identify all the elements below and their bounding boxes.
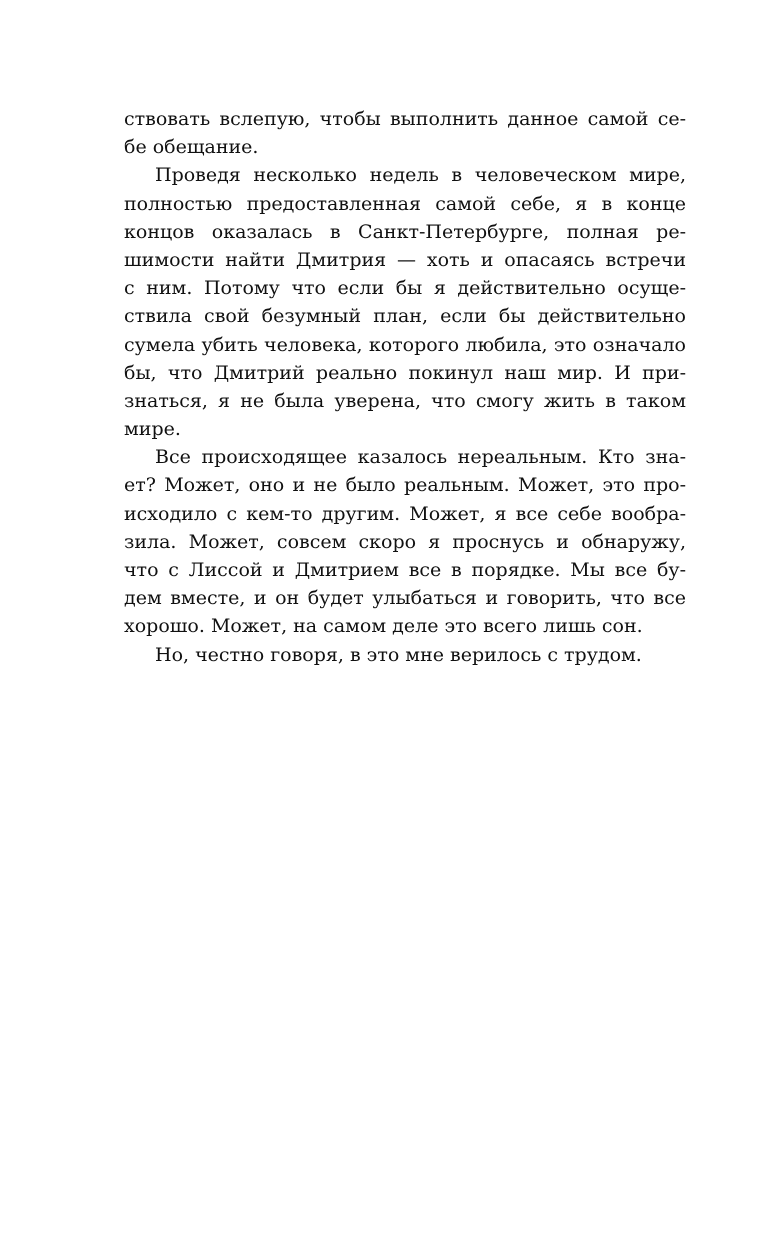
- text-line: полностью предоставленная самой себе, я в конце: [124, 192, 686, 215]
- text-line: ствила свой безумный план, если бы действительно: [124, 305, 686, 328]
- text-line: бы, что Дмитрий реально покинул наш мир. И при-: [124, 361, 686, 384]
- text-line: шимости найти Дмитрия — хоть и опасаясь встречи: [124, 248, 686, 271]
- text-line: сумела убить человека, которого любила, это означало: [124, 333, 686, 356]
- paragraph-3: [124, 443, 686, 640]
- text-line: что с Лиссой и Дмитрием все в порядке. Мы все бу-: [124, 559, 686, 581]
- text-line: бе обещание.: [124, 136, 259, 159]
- text-line: Проведя несколько недель в человеческом мире,: [155, 164, 686, 187]
- paragraph-4: [124, 641, 686, 669]
- body-text: [124, 105, 686, 669]
- text-line: ет? Может, оно и не было реальным. Может, это про-: [124, 474, 686, 497]
- text-line: исходило с кем-то другим. Может, я все себе вообра-: [124, 502, 686, 525]
- text-line: концов оказалась в Санкт-Петербурге, полная ре-: [124, 220, 686, 243]
- paragraph-1: [124, 105, 686, 161]
- text-line: зила. Может, совсем скоро я проснусь и обнаружу,: [124, 530, 686, 553]
- paragraph-2: [124, 161, 686, 443]
- text-line: дем вместе, и он будет улыбаться и говорить, что все: [124, 587, 686, 610]
- text-line: с ним. Потому что если бы я действительно осуще-: [124, 277, 686, 300]
- text-line: Все происходящее казалось нереальным. Кто зна-: [155, 446, 686, 469]
- text-line: хорошо. Может, на самом деле это всего лишь сон.: [124, 615, 643, 638]
- text-line: Но, честно говоря, в это мне верилось с трудом.: [155, 643, 642, 666]
- text-line: ствовать вслепую, чтобы выполнить данное самой се-: [124, 108, 686, 130]
- text-line: знаться, я не была уверена, что смогу жить в таком: [124, 389, 686, 412]
- text-line: мире.: [124, 418, 181, 441]
